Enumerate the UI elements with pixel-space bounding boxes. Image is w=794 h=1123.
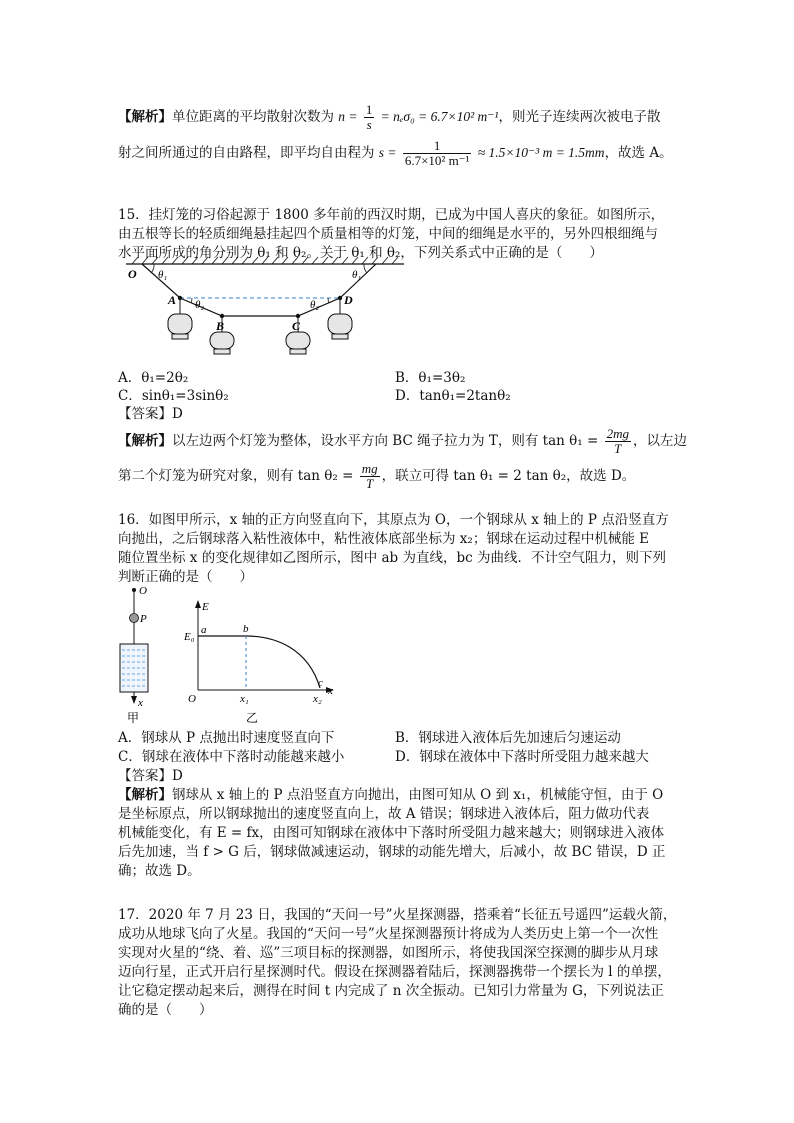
q16-analysis-line4: 后先加速，当 f > G 后，钢球做减速运动，钢球的动能先增大，后减小，故 BC 错误，D 正 bbox=[118, 844, 666, 860]
analysis-label: 【解析】 bbox=[118, 787, 172, 803]
q15-option-d[interactable]: D．tanθ₁=2tanθ₂ bbox=[395, 388, 511, 404]
q16-stem-line2: 向抛出，之后钢球落入粘性液体中，粘性液体底部坐标为 x₂；钢球在运动过程中机械能 E bbox=[118, 531, 649, 547]
q15-stem-line2: 由五根等长的轻质细绳悬挂起四个质量相等的灯笼，中间的细绳是水平的，另外四根细绳与 bbox=[118, 226, 658, 242]
q15-analysis-line1: 【解析】以左边两个灯笼为整体，设水平方向 BC 绳子拉力为 T，则有 tan θ₁ = $\frac{2mg}{T}$ ，以左边 bbox=[118, 426, 687, 456]
q16-stem-line4: 判断正确的是（ ） bbox=[118, 569, 253, 585]
yi-label-x1: x₁ bbox=[240, 693, 249, 705]
q16-option-c[interactable]: C．钢球在液体中下落时动能越来越小 bbox=[118, 749, 345, 765]
yi-label-E0: E₀ bbox=[184, 631, 195, 643]
q16-analysis-line2: 是坐标原点，所以钢球抛出的速度竖直向上，故 A 错误；钢球进入液体后，阻力做功代表 bbox=[118, 806, 650, 822]
q17-stem-line6: 确的是（ ） bbox=[118, 1002, 213, 1018]
q15-analysis-line2: 第二个灯笼为研究对象，则有 tan θ₂ = $\frac{mg}{T}$ ，联立可得 tan θ₁ = 2 tan θ₂，故选 D。 bbox=[118, 461, 636, 491]
fraction: $\frac{mg}{T}$ bbox=[361, 461, 378, 491]
label-O: O bbox=[128, 267, 137, 281]
q14-analysis-line2: 射之间所通过的自由路程，即平均自由程为 s = $\frac{1}{\text{6.7×10² m⁻¹}}$ ≈ 1.5×10⁻³ m = 1.5mm，故选 A。 bbox=[118, 138, 673, 168]
q15-option-c[interactable]: C．sinθ₁=3sinθ₂ bbox=[118, 388, 229, 404]
label-B: B bbox=[216, 319, 225, 333]
yi-label-b: b bbox=[243, 623, 249, 635]
q16-figure-yi bbox=[180, 598, 340, 730]
label-theta1-left: θ₁ bbox=[158, 269, 168, 281]
jia-label-P: P bbox=[140, 613, 147, 625]
q16-option-a[interactable]: A．钢球从 P 点抛出时速度竖直向下 bbox=[118, 730, 335, 746]
fraction: $\frac{2mg}{T}$ bbox=[606, 426, 629, 456]
q16-analysis-line3: 机械能变化，有 E = fx，由图可知钢球在液体中下落时所受阻力越来越大；则钢球进入液体 bbox=[118, 825, 665, 841]
label-theta2-left: θ₂ bbox=[195, 299, 205, 311]
q15-answer: 【答案】D bbox=[118, 406, 183, 422]
label-theta1-right: θ₁ bbox=[352, 269, 362, 281]
jia-label-x: x bbox=[138, 697, 143, 709]
yi-label-a: a bbox=[201, 624, 207, 636]
yi-label-O: O bbox=[188, 693, 196, 705]
yi-label-E: E bbox=[202, 601, 209, 613]
q16-option-d[interactable]: D．钢球在液体中下落时所受阻力越来越大 bbox=[395, 749, 649, 765]
q16-stem-line3: 随位置坐标 x 的变化规律如乙图所示，图中 ab 为直线，bc 为曲线．不计空气阻力，则下列 bbox=[118, 550, 666, 566]
q16-analysis-line5: 确；故选 D。 bbox=[118, 863, 201, 879]
yi-label-x: x bbox=[328, 685, 333, 697]
q15-stem-line3: 水平面所成的角分别为 θ₁ 和 θ₂。关于 θ₁ 和 θ₂，下列关系式中正确的是（ ） bbox=[118, 245, 603, 261]
q15-stem-line1: 15．挂灯笼的习俗起源于 1800 多年前的西汉时期，已成为中国人喜庆的象征。如图所示， bbox=[118, 207, 665, 223]
analysis-label: 【解析】 bbox=[118, 433, 172, 449]
yi-label-x2: x₂ bbox=[313, 693, 322, 705]
jia-label-O: O bbox=[139, 585, 147, 597]
q16-figure-jia bbox=[112, 582, 162, 727]
q17-stem-line3: 实现对火星的“绕、着、巡”三项目标的探测器，如图所示，将使我国深空探测的脚步从月球 bbox=[118, 945, 659, 961]
q14-analysis-line1: 【解析】单位距离的平均散射次数为 n = $\frac{1}{s}$ = nₑσ₀ = 6.7×10² m⁻¹，则光子连续两次被电子散 bbox=[118, 102, 661, 132]
label-A: A bbox=[168, 293, 177, 307]
label-C: C bbox=[292, 319, 301, 333]
analysis-label: 【解析】 bbox=[118, 109, 172, 125]
q15-lantern-figure bbox=[118, 256, 408, 360]
label-D: D bbox=[344, 293, 353, 307]
fraction: $\frac{1}{s}$ bbox=[365, 102, 373, 132]
q16-answer: 【答案】D bbox=[118, 768, 183, 784]
q16-stem-line1: 16．如图甲所示，x 轴的正方向竖直向下，其原点为 O，一个钢球从 x 轴上的 P 点沿竖直方 bbox=[118, 512, 669, 528]
jia-name: 甲 bbox=[127, 711, 140, 725]
q17-stem-line5: 让它稳定摆动起来后，测得在时间 t 内完成了 n 次全振动。已知引力常量为 G，下列说法正 bbox=[118, 983, 664, 999]
q17-stem-line2: 成功从地球飞向了火星。我国的“天问一号”火星探测器预计将成为人类历史上第一个一次性 bbox=[118, 926, 659, 942]
yi-name: 乙 bbox=[246, 711, 259, 725]
q17-stem-line4: 迈向行星，正式开启行星探测时代。假设在探测器着陆后，探测器携带一个摆长为 l 的单摆， bbox=[118, 964, 671, 980]
q15-option-b[interactable]: B．θ₁=3θ₂ bbox=[395, 370, 466, 386]
q15-option-a[interactable]: A．θ₁=2θ₂ bbox=[118, 370, 189, 386]
q16-option-b[interactable]: B．钢球进入液体后先加速后匀速运动 bbox=[395, 730, 621, 746]
q17-stem-line1: 17．2020 年 7 月 23 日，我国的“天问一号”火星探测器，搭乘着“长征五号遥四”运载火箭， bbox=[118, 907, 677, 923]
q16-analysis-line1: 【解析】钢球从 x 轴上的 P 点沿竖直方向抛出，由图可知从 O 到 x₁，机械能守恒，由于 O bbox=[118, 787, 664, 803]
yi-label-c: c bbox=[318, 677, 323, 689]
fraction: $\frac{1}{\text{6.7×10² m⁻¹}}$ bbox=[404, 138, 470, 168]
label-theta2-right: θ₂ bbox=[310, 299, 320, 311]
